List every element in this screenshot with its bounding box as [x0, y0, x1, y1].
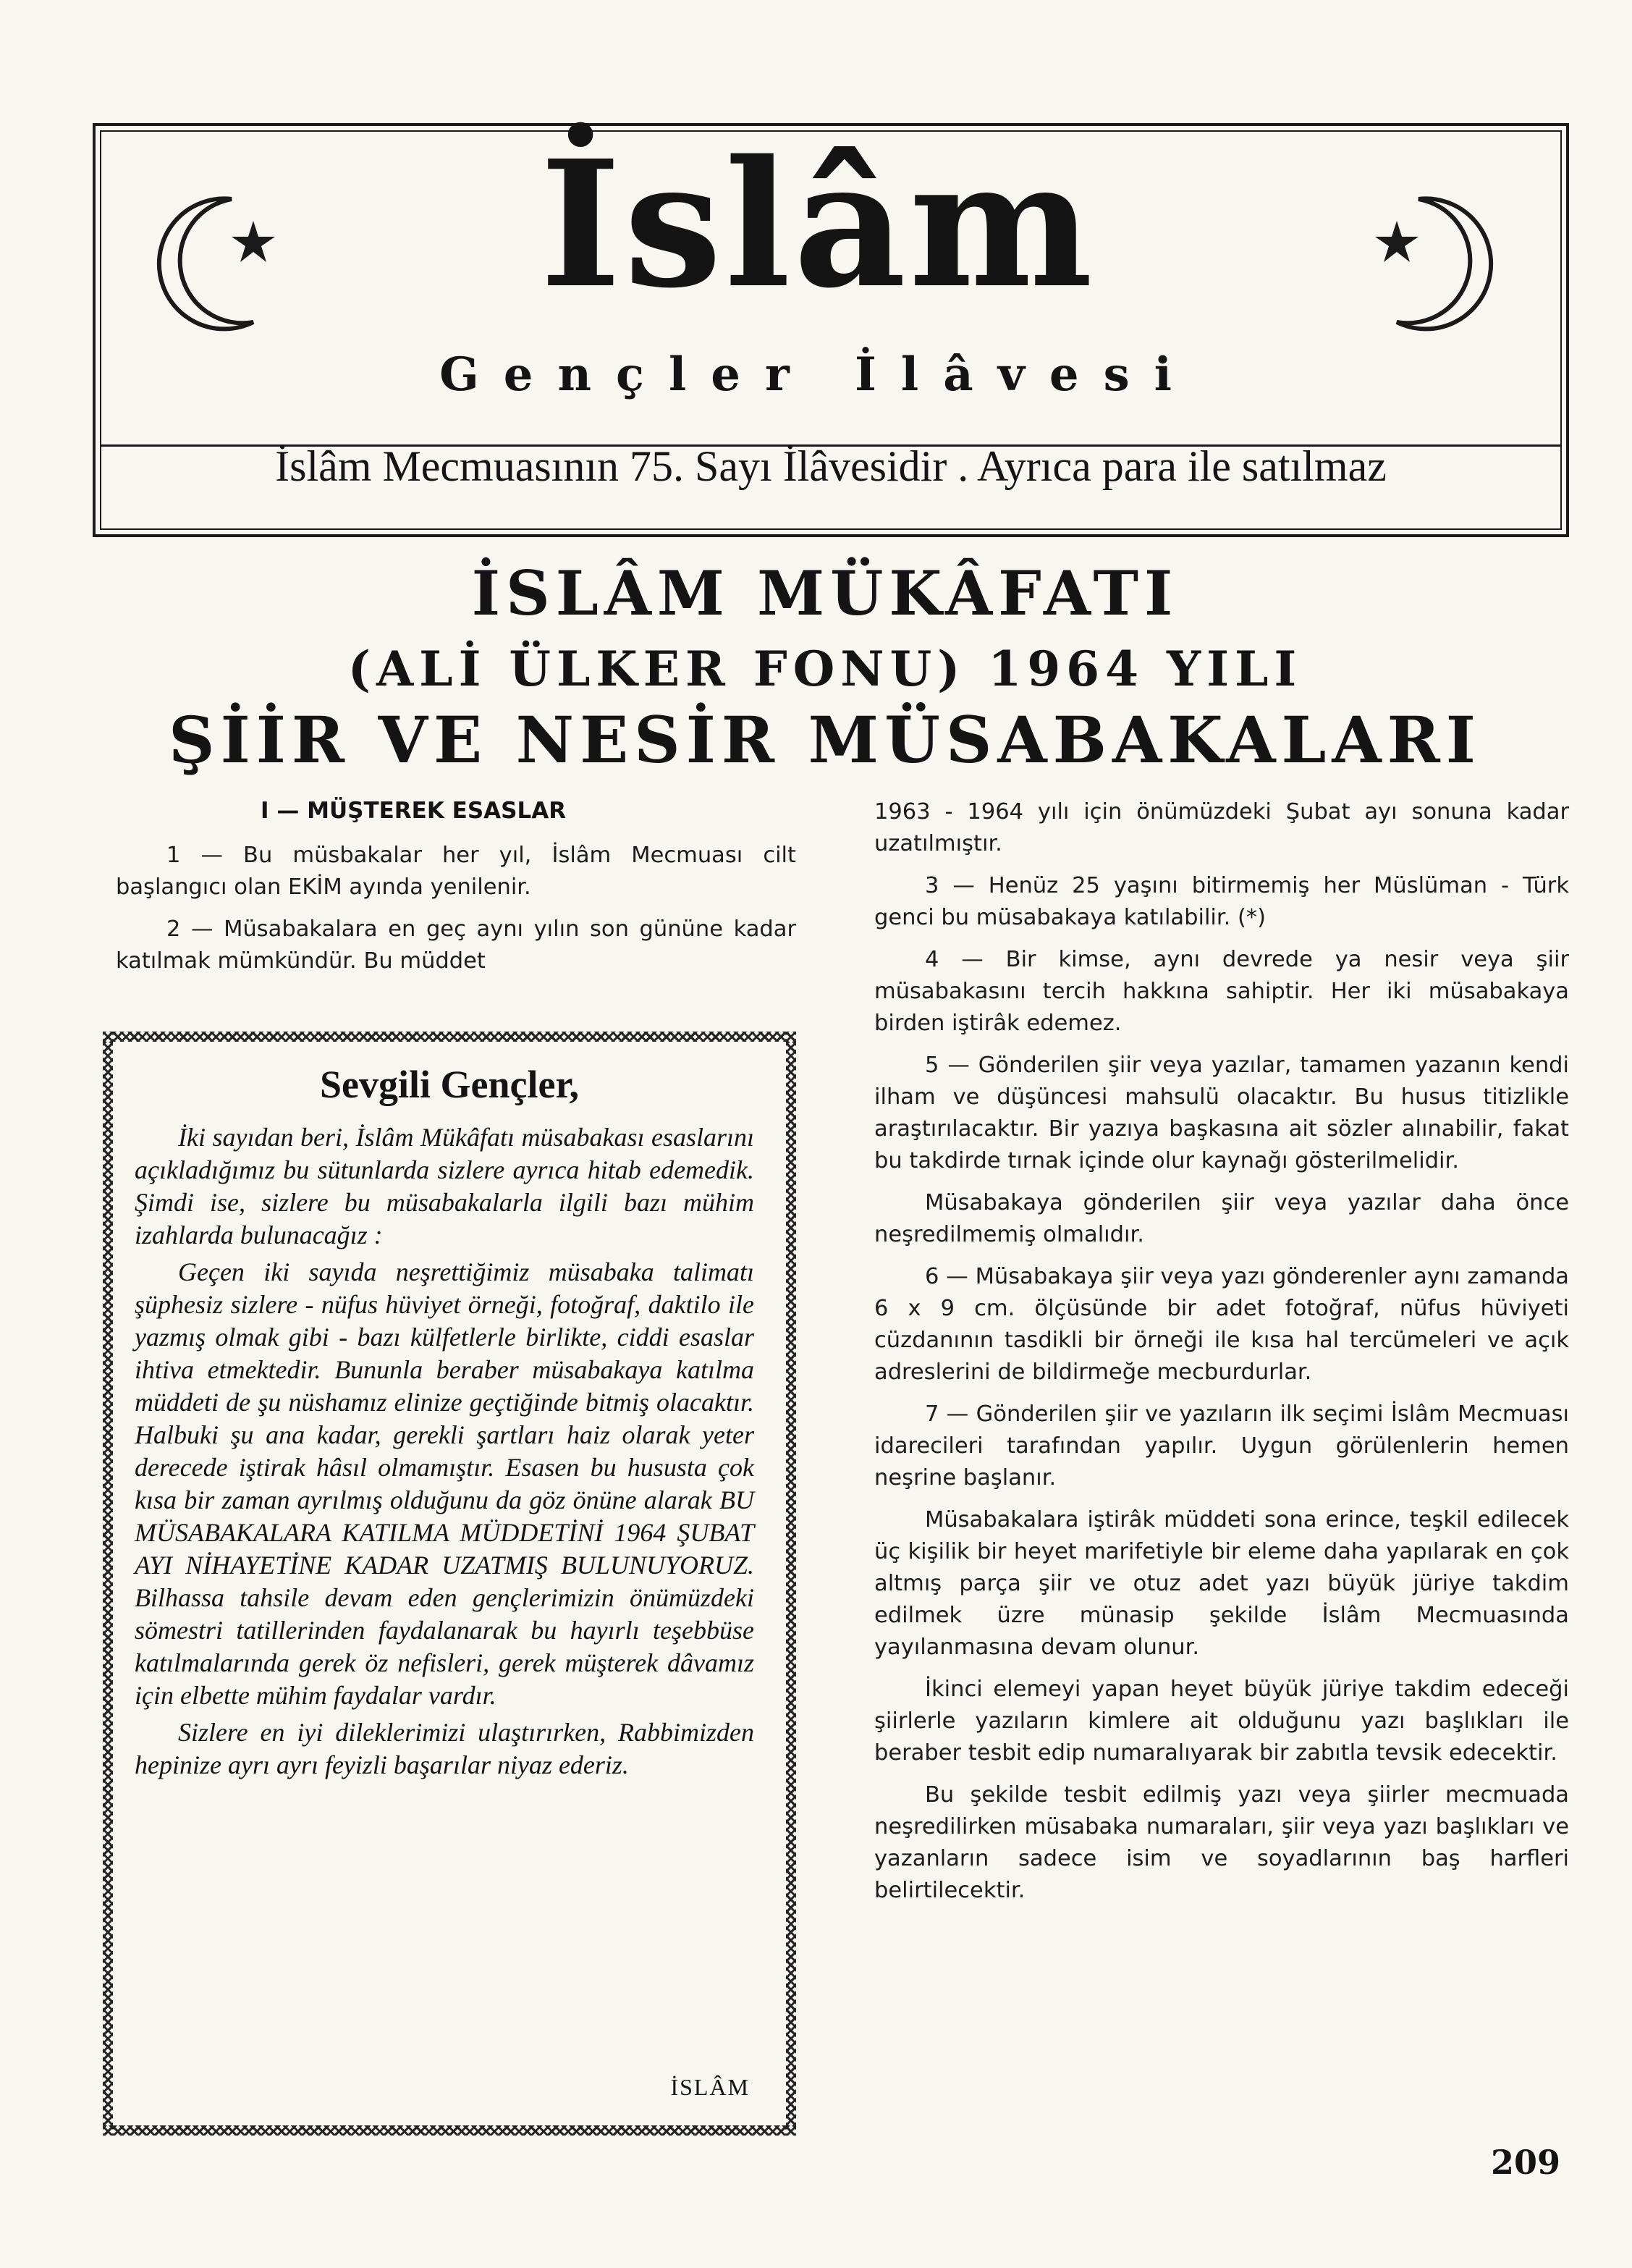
paragraph: 6 — Müsabakaya şiir veya yazı gönderenler aynı zamanda 6 x 9 cm. ölçüsünde bir adet fotoğraf, nüfus hüviyeti cüzdanının tasdikli bir örneği ile kısa hal tercümeleri ve açık adreslerini de bildirmeğe mecburdurlar. — [874, 1264, 1569, 1385]
supplement-subtitle: Gençler İlâvesi — [439, 347, 1196, 402]
paragraph: 7 — Gönderilen şiir ve yazıların ilk seçimi İslâm Mecmuası idarecileri tarafından yapılır. Uygun görülenlerin hemen neşrine başlanır. — [874, 1401, 1569, 1491]
notice-box-body — [113, 1042, 786, 2125]
notice-signature: İSLÂM — [670, 2074, 750, 2100]
paragraph: İkinci elemeyi yapan heyet büyük jüriye takdim edeceği şiirlerle yazıların kimlere ait olduğunu yazı başlıkları ile beraber tesbit edip numaralıyarak bir zabıtla tevsik edecektir. — [874, 1677, 1569, 1766]
notice-box — [103, 1032, 796, 2136]
paragraph: 5 — Gönderilen şiir veya yazılar, tamamen yazanın kendi ilham ve düşüncesi mahsulü olacaktır. Bu husus titizlikle araştırılacaktır. Bir yazıya başkasına ait sözler alınabilir, fakat bu takdirde tırnak içinde olur kaynağı gösterilmelidir. — [874, 1053, 1569, 1173]
paragraph: Müsabakalara iştirâk müddeti sona erince, teşkil edilecek üç kişilik bir heyet marifetiyle bir eleme daha yapılarak en çok altmış parça şiir ve otuz adet yazı büyük jüriye takdim edilmek üzre münasip şekilde İslâm Mecmuasında yayılanmasına devam olunur. — [874, 1507, 1569, 1660]
headline-line-1: İSLÂM MÜKÂFATI — [471, 557, 1179, 629]
paragraph: 3 — Henüz 25 yaşını bitirmemiş her Müslüman - Türk genci bu müsabakaya katılabilir. (*) — [874, 873, 1569, 930]
issue-note: İslâm Mecmuasının 75. Sayı İlâvesidir . Ayrıca para ile satılmaz — [275, 442, 1387, 490]
notice-title: Sevgili Gençler, — [320, 1063, 579, 1106]
notice-text — [135, 1121, 754, 1786]
notice-paragraph: Sizlere en iyi dileklerimizi ulaştırırken, Rabbimizden hepinize ayrı ayrı feyizli başarılar niyaz ederiz. — [135, 1718, 754, 1779]
crescent-star-right-icon — [1361, 185, 1505, 337]
section-title: I — MÜŞTEREK ESASLAR — [261, 798, 567, 824]
page-number: 209 — [1491, 2143, 1561, 2182]
paragraph: 4 — Bir kimse, aynı devrede ya nesir veya şiir müsabakasını tercih hakkına sahiptir. Her iki müsabakaya birden iştirâk edemez. — [874, 947, 1569, 1036]
notice-paragraph: İki sayıdan beri, İslâm Mükâfatı müsabakası esaslarını açıkladığımız bu sütunlarda sizlere ayrıca hitab edemedik. Şimdi ise, sizlere bu müsabakalarla ilgili bazı mühim izahlarda bulunacağız : — [135, 1123, 754, 1249]
magazine-title: İslâm — [539, 122, 1096, 326]
paragraph: 2 — Müsabakalara en geç aynı yılın son gününe kadar katılmak mümkündür. Bu müddet — [116, 916, 796, 974]
notice-paragraph: Geçen iki sayıda neşrettiğimiz müsabaka talimatı şüphesiz sizlere - nüfus hüviyet örneği, fotoğraf, daktilo ile yazmış olmak gibi - bazı külfetlerle birlikte, ciddi esaslar ihtiva etmektedir. Bununla beraber müsabakaya katılma müddeti de şu nüshamız elinize geçtiğinde bitmiş olacaktır. Halbuki şu ana kadar, gerekli şartları haiz olarak yeter derecede iştirak hâsıl olmamıştır. Esasen bu hususta çok kısa bir zaman ayrılmış olduğunu da göz önüne alarak BU MÜSABAKALARA KATILMA MÜDDETİNİ 1964 ŞUBAT AYI NİHAYETİNE KADAR UZATMIŞ BULUNUYORUZ. Bilhassa tahsile devam eden gençlerimizin önümüzdeki sömestri tatillerinden faydalanarak bu hayırlı teşebbüse katılmalarında gerek öz nefisleri, gerek müşterek dâvamız için elbette mühim faydalar vardır. — [135, 1257, 754, 1710]
crescent-star-left-icon — [145, 185, 289, 337]
paragraph: 1963 - 1964 yılı için önümüzdeki Şubat ayı sonuna kadar uzatılmıştır. — [874, 799, 1569, 856]
headline-line-2: (ALİ ÜLKER FONU) 1964 YILI — [347, 641, 1303, 697]
paragraph: Müsabakaya gönderilen şiir veya yazılar daha önce neşredilmemiş olmalıdır. — [874, 1190, 1569, 1247]
right-column — [874, 796, 1569, 1917]
headline-line-3: ŞİİR VE NESİR MÜSABAKALARI — [169, 702, 1481, 777]
paragraph: Bu şekilde tesbit edilmiş yazı veya şiirler mecmuada neşredilirken müsabaka numaraları, şiir veya yazı başlıkları ve yazanların sadece isim ve soyadlarının baş harfleri belirtilecektir. — [874, 1782, 1569, 1903]
left-column — [116, 840, 796, 987]
paragraph: 1 — Bu müsbakalar her yıl, İslâm Mecmuası cilt başlangıcı olan EKİM ayında yenilenir. — [116, 843, 796, 900]
